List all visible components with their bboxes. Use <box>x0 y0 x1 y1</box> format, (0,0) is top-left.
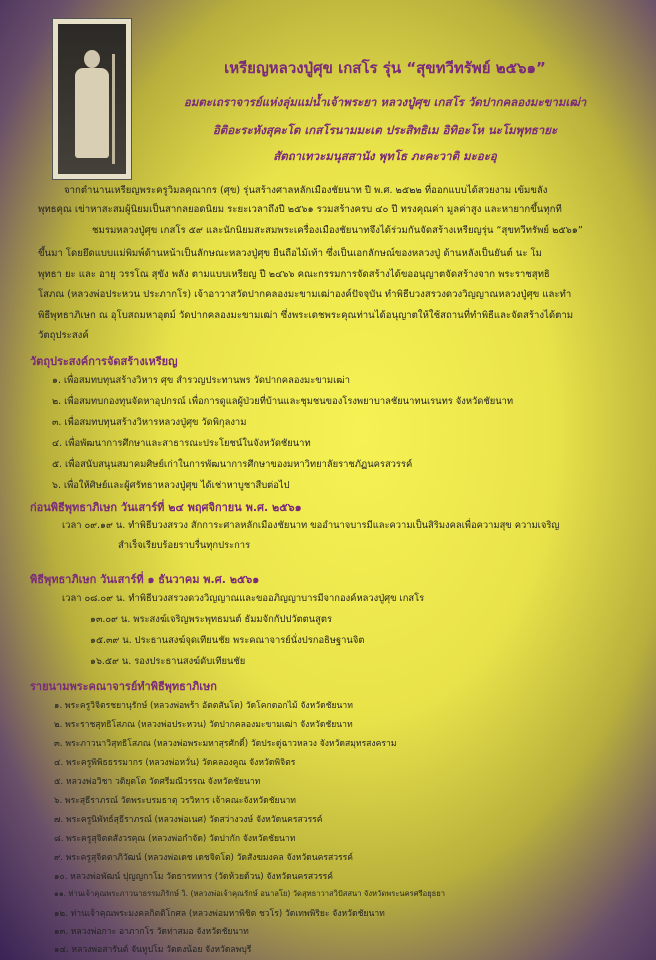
monk-list-item: ๑๑. ท่านเจ้าคุณพระภาวนาธรรมภิรักษ์ วิ. (หลวงพ่อเจ้าคุณรักษ์ อนาลโย) วัดสุทธาวาสวิปัสสนา จังหวัดพระนครศรีอยุธยา <box>54 889 446 898</box>
monk-portrait-photo <box>52 18 132 180</box>
intro-line-4: ขึ้นมา โดยยึดแบบแม่พิมพ์ด้านหน้าเป็นลักษณะหลวงปู่ศุข ยืนถือไม้เท้า ซึ่งเป็นเอกลักษณ์ของหลวงปู่ ด้านหลังเป็นยันต์ นะ โม <box>38 248 543 259</box>
intro-line-6: โสภณ (หลวงพ่อประหวน ประภากโร) เจ้าอาวาสวัดปากคลองมะขามเฒ่าองค์ปัจจุบัน ทำพิธีบวงสรวงดวงวิญญาณหลวงปู่ศุข และทำ <box>38 289 572 300</box>
objective-item: ๑. เพื่อสมทบทุนสร้างวิหาร ศุข สำรวญประทานพร วัดปากคลองมะขามเฒ่า <box>52 375 351 386</box>
monk-list-item: ๔. พระครูพิพิธธรรมากร (หลวงพ่อหวั่น) วัดคลองคูณ จังหวัดพิจิตร <box>54 758 296 768</box>
monk-list-item: ๑๒. ท่านเจ้าคุณพระมงคลกิตติโกศล (หลวงพ่อมหาพิชิต ชวโร) วัดเทพพิริยะ จังหวัดชัยนาท <box>54 909 385 919</box>
monk-list-item: ๕. หลวงพ่อวิชา วติยุตโต วัดศรีมณีวรรณ จังหวัดชัยนาท <box>54 777 261 787</box>
pre-ceremony-line-1: เวลา ๐๙.๑๙ น. ทำพิธีบวงสรวง สักการะศาลหลักเมืองชัยนาท ขออำนาจบารมีและความเป็นสิริมงคลเพื่อความสุข ความเจริญ <box>62 520 560 531</box>
monk-list-item: ๘. พระครูสุจิตตสังวรคุณ (หลวงพ่อกำจัด) วัดปากัก จังหวัดชัยนาท <box>54 834 296 844</box>
subtitle-line-3: สัตถาเทวะมนุสสานัง พุทโธ ภะคะวาติ มะอะอุ <box>273 149 497 163</box>
intro-line-5: พุทธา ยะ และ อายุ วรรโณ สุขัง พลัง ตามแบบเหรียญ ปี ๒๔๖๖ คณะกรรมการจัดสร้างได้ขออนุญาตจัดสร้างจาก พระราชสุทธิ <box>38 269 550 280</box>
monk-list-item: ๙. พระครูสุจิตตาภิวัฒน์ (หลวงพ่อเดช เดชจิตโต) วัดสังฆมงคล จังหวัดนครสวรรค์ <box>54 853 354 863</box>
monk-list-item: ๑๐. หลวงพ่อพัฒน์ ปุญญกาโม วัดธารทหาร (วัดห้วยด้วน) จังหวัดนครสวรรค์ <box>54 872 333 882</box>
monk-list-item: ๖. พระสุธีราภรณ์ วัดพระบรมธาตุ วรวิหาร เจ้าคณะจังหวัดชัยนาท <box>54 796 296 806</box>
ceremony-heading: พิธีพุทธาภิเษก วันเสาร์ที่ ๑ ธันวาคม พ.ศ. ๒๕๖๑ <box>30 573 260 586</box>
objective-item: ๒. เพื่อสมทบกองทุนจัดหาอุปกรณ์ เพื่อการดูแลผู้ป่วยที่บ้านและชุมชนของโรงพยาบาลชัยนาทนเรนทร จังหวัดชัยนาท <box>52 396 514 407</box>
subtitle-line-1: อมตะเถราจารย์แห่งลุ่มแม่น้ำเจ้าพระยา หลวงปู่ศุข เกสโร วัดปากคลองมะขามเฒ่า <box>183 95 587 109</box>
intro-line-7: พิธีพุทธาภิเษก ณ อุโบสถมหาอุตม์ วัดปากคลองมะขามเฒ่า ซึ่งพระเดชพระคุณท่านได้อนุญาตให้ใช้สถานที่ทำพิธีและจัดสร้างได้ตาม <box>38 310 574 321</box>
monk-list-item: ๗. พระครูนิพัทธ์สุธีราภรณ์ (หลวงพ่อเนศ) วัดสว่างวงษ์ จังหวัดนครสวรรค์ <box>54 815 323 825</box>
pre-ceremony-heading: ก่อนพิธีพุทธาภิเษก วันเสาร์ที่ ๒๔ พฤศจิกายน พ.ศ. ๒๕๖๑ <box>30 501 302 514</box>
monk-list-item: ๒. พระราชสุทธิโสภณ (หลวงพ่อประหวน) วัดปากคลองมะขามเฒ่า จังหวัดชัยนาท <box>54 720 353 730</box>
portrait-backdrop <box>58 24 126 174</box>
monk-list-item: ๑. พระครูวิจิตรชยานุรักษ์ (หลวงพ่อพร้า อัตตสันโต) วัดโคกดอกไม้ จังหวัดชัยนาท <box>54 701 353 711</box>
portrait-walking-staff <box>112 54 115 164</box>
monk-list-item: ๑๔. หลวงพ่อสารันต์ จันทูปโม วัดดงน้อย จังหวัดลพบุรี <box>54 945 252 955</box>
pre-ceremony-line-2: สำเร็จเรียบร้อยราบรื่นทุกประการ <box>118 540 251 551</box>
ceremony-line-2: ๑๓.๐๙ น. พระสงฆ์เจริญพระพุทธมนต์ ธัมมจักกัปปวัตตนสูตร <box>90 614 333 625</box>
objective-item: ๔. เพื่อพัฒนาการศึกษาและสาธารณะประโยชน์ในจังหวัดชัยนาท <box>52 438 311 449</box>
intro-line-8: วัตถุประสงค์ <box>38 330 89 341</box>
ceremony-line-1: เวลา ๐๘.๐๙ น. ทำพิธีบวงสรวงดวงวิญญาณและขออภิญญาบารมีจากองค์หลวงปู่ศุข เกสโร <box>62 593 425 604</box>
subtitle-line-2: อิติอะระหังสุคะโต เกสโรนามมะเต ประสิทธิเม อิทิอะโห นะโมพุทธายะ <box>212 123 558 137</box>
objectives-heading: วัตถุประสงค์การจัดสร้างเหรียญ <box>30 355 178 368</box>
monk-list-item: ๑๓. หลวงพ่อกาะ อาภากโร วัดท่าสมอ จังหวัดชัยนาท <box>54 927 249 937</box>
portrait-figure-robe <box>75 68 109 158</box>
intro-line-2: พุทธคุณ เข่าหาสะสมผู้นิยมเป็นสากลยอดนิยม ระยะเวลาถึงปี ๒๕๖๑ รวมสร้างครบ ๔๐ ปี ทรงคุณค่า มูลค่าสูง และหายากขึ้นทุกที <box>38 204 562 215</box>
page-title: เหรียญหลวงปู่ศุข เกสโร รุ่น “สุขทวีทรัพย์ ๒๕๖๑” <box>224 59 546 77</box>
objective-item: ๕. เพื่อสนับสนุนสมาคมศิษย์เก่าในการพัฒนาการศึกษาของมหาวิทยาลัยราชภัฏนครสวรรค์ <box>52 459 413 470</box>
ceremony-line-3: ๑๕.๓๙ น. ประธานสงฆ์จุดเทียนชัย พระคณาจารย์นั่งปรกอธิษฐานจิต <box>90 635 365 646</box>
intro-line-1: จากตำนานเหรียญพระครูวิมลคุณากร (ศุข) รุ่นสร้างศาลหลักเมืองชัยนาท ปี พ.ศ. ๒๕๒๒ ที่ออกแบบได้สวยงาม เข้มขลัง <box>64 185 548 196</box>
objective-item: ๓. เพื่อสมทบทุนสร้างวิหารหลวงปู่ศุข วัดพิกุลงาม <box>52 417 247 428</box>
monks-heading: รายนามพระคณาจารย์ทำพิธีพุทธาภิเษก <box>30 680 217 693</box>
objective-item: ๖. เพื่อให้ศิษย์และผู้ศรัทธาหลวงปู่ศุข ได้เช่าหาบูชาสืบต่อไป <box>52 480 290 491</box>
ceremony-line-4: ๑๖.๕๙ น. รองประธานสงฆ์ดับเทียนชัย <box>90 656 246 667</box>
intro-line-3: ชมรมหลวงปู่ศุข เกสโร ๕๙ และนักนิยมสะสมพระเครื่องเมืองชัยนาทจึงได้ร่วมกันจัดสร้างเหรียญรุ่น “สุขทวีทรัพย์ ๒๕๖๑” <box>92 225 583 236</box>
portrait-figure-head <box>84 50 100 68</box>
monk-list-item: ๓. พระภาวนาวิสุทธิโสภณ (หลวงพ่อพระมหาสุรศักดิ์) วัดประดู่ฉาวหลวง จังหวัดสมุทรสงคราม <box>54 739 397 749</box>
